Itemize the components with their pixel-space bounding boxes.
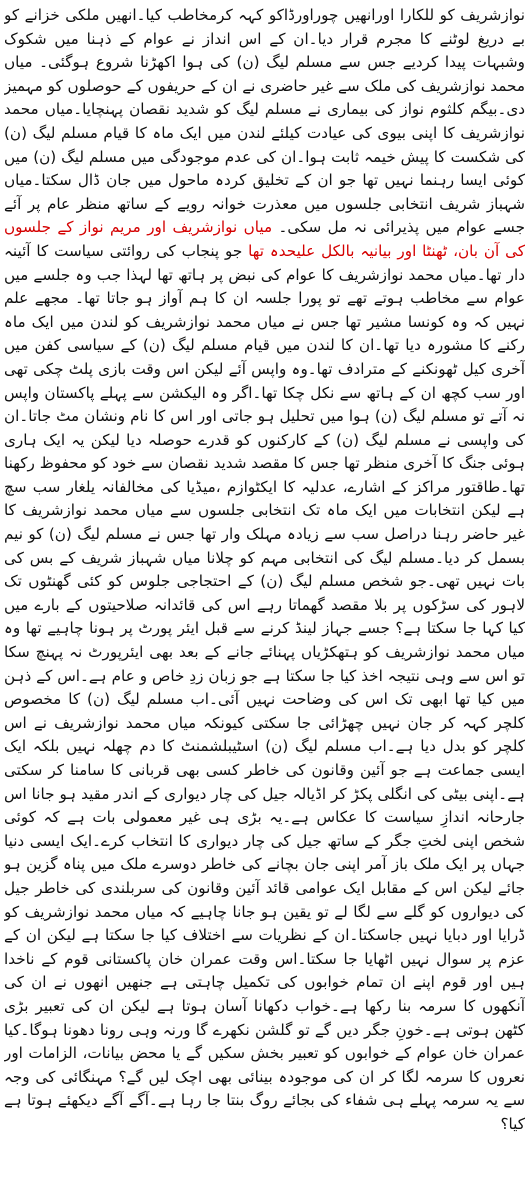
paragraph-main: جو پنجاب کی روائتی سیاست کا آئینہ دار تھا۔میاں محمد نوازشریف کا عوام کی نبض پر ہاتھ تھا لہذا جب وہ جلسے میں عوام سے مخاطب ہوتے تھے تو پورا جلسہ ان کا ہم آواز ہو جاتا تھا۔ مجھے علم نہیں کہ وہ کونسا مشیر تھا جس نے میاں محمد نوازشریف کو لندن میں ایک ماہ رکنے کا مشورہ دیا تھا۔ان کا لندن میں قیام مسلم لیگ (ن) کے سیاسی کفن میں آخری کیل ٹھونکنے کے مترادف تھا۔وہ واپس آئے لیکن اس وقت بازی پلٹ چکی تھی اور سب کچھ ان کے ہاتھ سے نکل چکا تھا۔اگر وہ الیکشن سے پہلے پاکستان واپس نہ آتے تو مسلم لیگ (ن) ہوا میں تحلیل ہو جاتی اور اس کا نام ونشان مٹ جاتا۔ان کی واپسی نے مسلم لیگ (ن) کے کارکنوں کو قدرے حوصلہ دیا لیکن یہ ایک ہاری ہوئی جنگ کا آخری منظر تھا جس کا مقصد شدید نقصان سے خود کو محفوظ رکھنا تھا۔طاقتور مراکز کے اشارے، عدلیہ کا ایکٹوازم ،میڈیا کی مخالفانہ یلغار سب سچ ہے لیکن انتخابات میں ایک ماہ تک انتخابی جلسوں سے میاں محمد نوازشریف کا غیر حاضر رہنا دراصل سب سے زیادہ مہلک وار تھا جس نے مسلم لیگ (ن) کو نیم بسمل کر دیا۔مسلم لیگ کی انتخابی مہم کو چلانا میاں شہباز شریف کے بس کی بات نہیں تھی۔جو شخص مسلم لیگ (ن) کے احتجاجی جلوس کو کئی گھنٹوں تک لاہور کی سڑکوں پر بلا مقصد گھماتا رہے اس کی قائدانہ صلاحیتوں کے بارے میں کیا کہا جا سکتا ہے؟ جسے جہاز لینڈ کرنے سے قبل ایئر پورٹ پر ہونا چاہیے تھا وہ میاں محمد نوازشریف کو ہتھکڑیاں پہنائے جانے کے بعد بھی ایئرپورٹ نہ پہنچ سکا تو اس سے وہی نتیجہ اخذ کیا جا سکتا ہے جو زبان زدِ خاص و عام ہے۔اس کے ذہن میں کیا تھا ابھی تک اس کی وضاحت نہیں آئی۔اب مسلم لیگ (ن) کا مخصوص کلچر کہہ کر جان نہیں چھڑائی جا سکتی کیونکہ میاں محمد نوازشریف نے اس کلچر کو بدل دیا ہے۔اب مسلم لیگ (ن) اسٹیبلشمنٹ کا دم چھلہ نہیں بلکہ ایک ایسی جماعت ہے جو آئین وقانون کی خاطر کسی بھی قربانی کا سامنا کر سکتی ہے۔اپنی بیٹی کی انگلی پکڑ کر اڈیالہ جیل کی چار دیواری کے اندر مقید ہو جانا اس جارحانہ اندازِ سیاست کا عکاس ہے۔یہ بڑی ہی غیر معمولی بات ہے کہ کوئی شخص اپنی لختِ جگر کے ساتھ جیل کی چار دیواری کا انتخاب کرے۔ایک ایسی دنیا جہاں پر ایک ملک باز آمر اپنی جان بچانے کی خاطر دوسرے ملک میں پناہ گزین ہو جائے لیکن اس کے مقابل ایک عوامی قائد آئین وقانون کی سربلندی کی خاطر جیل کی دیواروں کو گلے سے لگا لے تو یقین ہو جانا چاہیے کہ میاں محمد نوازشریف کو ڈرایا اور دبایا نہیں جاسکتا۔ان کے نظریات سے اختلاف کیا جا سکتا ہے لیکن ان کے عزم پر سوال نہیں اٹھایا جا سکتا۔اس وقت عمران خان پاکستانی قوم کے ناخدا ہیں اور قوم اپنے ان تمام خوابوں کی تکمیل چاہتی ہے جنھیں انھوں نے ان کی آنکھوں کا سرمہ بنا رکھا ہے۔خواب دکھانا آسان ہوتا ہے لیکن ان کی تعبیر بڑی کٹھن ہوتی ہے۔خونِ جگر دیں گے تو گلشن نکھرے گا ورنہ وہی رونا دھونا ہوگا۔کیا عمران خان عوام کے خوابوں کو تعبیر بخش سکیں گے یا محض بیانات، الزامات اور نعروں کا سرمہ لگا کر ان کی موجودہ بینائی بھی اچک لیں گے؟ مہنگائی کی وجہ سے یہ سرمہ پہلے ہی شفاء کی بجائے روگ بنتا جا رہا ہے۔آگے آگے دیکھئے ہوتا ہے کیا؟ <box>4 241 525 1133</box>
article-body <box>4 4 525 1184</box>
paragraph-opening: نوازشریف کو للکارا اورانھیں چوراورڈاکو کہہ کرمخاطب کیا۔انھیں ملکی خزانے کو بے دریغ لوٹنے کا مجرم قرار دیا۔ان کے اس انداز نے عوام کے ذہنا میں شکوک وشبہات پیدا کردیے جس سے مسلم لیگ (ن) کی ہوا اکھڑنا شروع ہوگئی۔ میاں محمد نوازشریف کی ملک سے غیر حاضری نے ان کے حریفوں کے حوصلوں کو مہمیز دی۔بیگم کلثوم نواز کی بیماری نے مسلم لیگ کو شدید نقصان پہنچایا۔میاں محمد نوازشریف کا اپنی بیوی کی عیادت کیلئے لندن میں ایک ماہ کا قیام مسلم لیگ (ن) کی شکست کا پیش خیمہ ثابت ہوا۔ان کی عدم موجودگی میں مسلم لیگ (ن) میں کوئی ایسا رہنما نہیں تھا جو ان کے تخلیق کردہ ماحول میں جان ڈال سکتا۔میاں شہباز شریف انتخابی جلسوں میں معذرت خوانہ رویے کے ساتھ منظر عام پر آئے جسے عوام میں پذیرائی نہ مل سکی۔ <box>4 6 525 237</box>
highlighted-headline: میاں نوازشریف اور مریم نواز کے جلسوں کی آن بان، ٹھنٹا اور بیانیہ بالکل علیحدہ تھا <box>4 218 525 260</box>
